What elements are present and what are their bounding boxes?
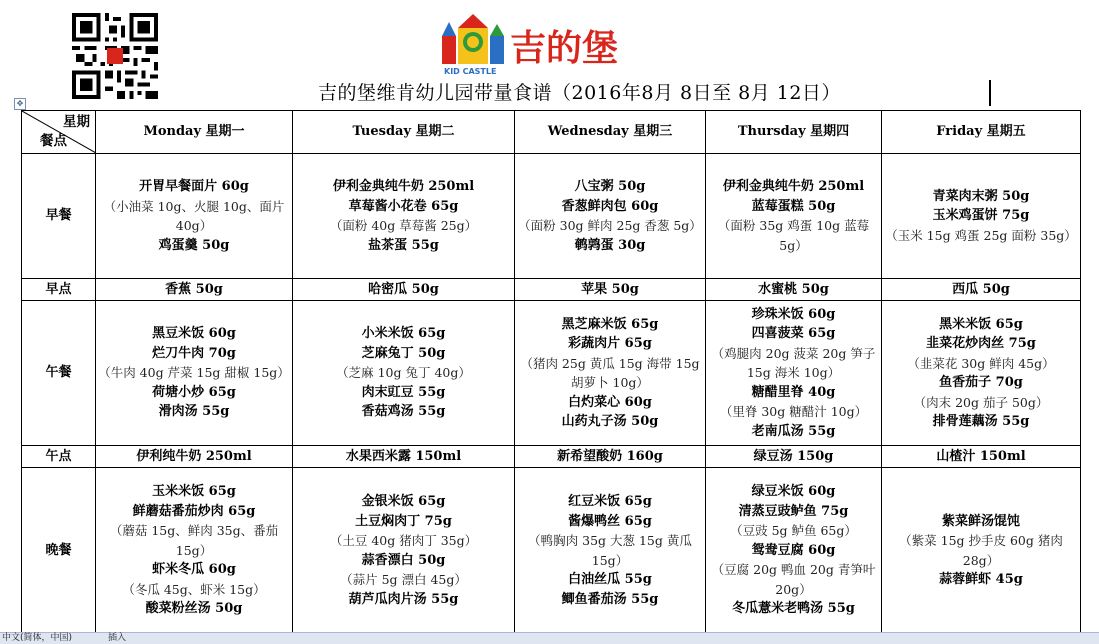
dish-item: 苹果 50g (581, 281, 639, 297)
menu-cell (882, 279, 1081, 301)
dish-item: 芝麻兔丁 50g (361, 345, 446, 361)
menu-cell (96, 446, 293, 468)
meal-row (22, 301, 1081, 446)
ingredient-note: （牛肉 40g 芹菜 15g 甜椒 15g） (98, 365, 290, 381)
dish-item: 哈密瓜 50g (368, 281, 439, 297)
ingredient-note: （芝麻 10g 兔丁 40g） (336, 365, 471, 381)
logo-sub-text: KID CASTLE (444, 67, 497, 76)
dish-item: 西瓜 50g (952, 281, 1010, 297)
dish-item: 珍珠米饭 60g (751, 306, 836, 322)
ingredient-note: （韭菜花 30g 鲜肉 45g） (907, 355, 1055, 371)
ingredient-note: （面粉 40g 草莓酱 25g） (329, 218, 478, 233)
dish-item: 黑芝麻米饭 65g (561, 316, 659, 332)
ingredient-note: （豆腐 20g 鸭血 20g 青笋叶 20g） (711, 562, 876, 597)
dish-item: 香葱鲜肉包 60g (561, 198, 659, 214)
day-header: Thursday 星期四 (706, 111, 882, 154)
dish-item: 酱爆鸭丝 65g (568, 513, 652, 529)
ingredient-note: （土豆 40g 猪肉丁 35g） (329, 533, 478, 548)
dish-item: 八宝粥 50g (574, 179, 646, 194)
meal-label: 晚餐 (22, 468, 96, 634)
menu-cell (706, 154, 882, 279)
menu-cell (515, 154, 706, 279)
header-row (22, 111, 1081, 154)
day-header: Friday 星期五 (882, 111, 1081, 154)
dish-item: 绿豆米饭 60g (751, 484, 836, 500)
corner-cell (22, 111, 96, 154)
meal-label: 午餐 (22, 301, 96, 446)
ingredient-note: （肉末 20g 茄子 50g） (913, 394, 1049, 410)
dish-item: 盐茶蛋 55g (368, 237, 439, 253)
meal-row (22, 446, 1081, 468)
dish-item: 白灼菜心 60g (568, 394, 652, 410)
dish-item: 玉米米饭 65g (152, 484, 236, 500)
dish-item: 鱼香茄子 70g (939, 375, 1023, 390)
dish-item: 鲫鱼番茄汤 55g (561, 591, 659, 607)
menu-cell (515, 279, 706, 301)
meal-row (22, 279, 1081, 301)
ingredient-note: （鸡腿肉 20g 菠菜 20g 笋子 15g 海米 10g） (711, 345, 876, 381)
dish-item: 水果西米露 150ml (345, 448, 462, 464)
ingredient-note: （蘑菇 15g、鲜肉 35g、番茄 15g） (109, 523, 279, 558)
menu-cell (96, 279, 293, 301)
dish-item: 葫芦瓜肉片汤 55g (348, 591, 459, 607)
dish-item: 鹌鹑蛋 30g (574, 237, 646, 253)
dish-item: 清蒸豆豉鲈鱼 75g (738, 503, 849, 519)
meal-row (22, 154, 1081, 279)
menu-cell (515, 301, 706, 446)
ingredient-note: （猪肉 25g 黄瓜 15g 海带 15g 胡萝卜 10g） (520, 355, 700, 390)
day-header: Monday 星期一 (96, 111, 293, 154)
dish-item: 蒜香漂白 50g (361, 552, 446, 568)
dish-item: 红豆米饭 65g (568, 494, 652, 509)
meal-label: 午点 (22, 446, 96, 468)
dish-item: 虾米冬瓜 60g (152, 562, 236, 578)
menu-cell (293, 468, 515, 634)
ingredient-note: （豆豉 5g 鲈鱼 65g） (730, 523, 857, 539)
dish-item: 香蕉 50g (165, 281, 223, 297)
status-language[interactable]: 中文(简体，中国) (2, 633, 73, 643)
day-header: Wednesday 星期三 (515, 111, 706, 154)
corner-bottom-label: 餐点 (40, 132, 67, 149)
ingredient-note: （紫菜 15g 抄手皮 60g 猪肉 28g） (899, 533, 1063, 568)
ingredient-note: （面粉 30g 鲜肉 25g 香葱 5g） (518, 218, 702, 233)
dish-item: 韭菜花炒肉丝 75g (926, 336, 1036, 351)
dish-item: 鸳鸯豆腐 60g (751, 542, 836, 558)
meal-label: 早餐 (22, 154, 96, 279)
status-insert-mode[interactable]: 插入 (108, 633, 127, 643)
menu-cell (515, 446, 706, 468)
dish-item: 蓝莓蛋糕 50g (751, 198, 836, 214)
dish-item: 绿豆汤 150g (753, 448, 834, 464)
ingredient-note: （鸭胸肉 35g 大葱 15g 黄瓜 15g） (528, 533, 692, 568)
dish-item: 冬瓜薏米老鸭汤 55g (732, 601, 855, 617)
dish-item: 白油丝瓜 55g (568, 572, 652, 587)
dish-item: 山楂汁 150ml (936, 448, 1026, 464)
dish-item: 鸡蛋羹 50g (158, 237, 230, 253)
dish-item: 伊利纯牛奶 250ml (136, 448, 252, 464)
menu-cell (706, 301, 882, 446)
menu-cell (882, 468, 1081, 634)
ingredient-note: （玉米 15g 鸡蛋 25g 面粉 35g） (885, 227, 1077, 243)
dish-item: 排骨莲藕汤 55g (932, 414, 1030, 429)
menu-cell (293, 301, 515, 446)
dish-item: 紫菜鲜汤馄饨 (941, 513, 1020, 529)
dish-item: 彩蔬肉片 65g (568, 336, 652, 351)
dish-item: 糖醋里脊 40g (751, 384, 836, 400)
dish-item: 荷塘小炒 65g (152, 384, 236, 400)
dish-item: 四喜菠菜 65g (751, 326, 836, 342)
meal-plan-table (21, 110, 1081, 634)
dish-item: 青菜肉末粥 50g (932, 188, 1030, 204)
menu-cell (293, 446, 515, 468)
meal-row (22, 468, 1081, 634)
ingredient-note: （蒜片 5g 漂白 45g） (340, 572, 467, 587)
dish-item: 黑米米饭 65g (939, 316, 1023, 332)
dish-item: 金银米饭 65g (361, 494, 446, 509)
ingredient-note: （里脊 30g 糖醋汁 10g） (719, 404, 868, 420)
ingredient-note: （冬瓜 45g、虾米 15g） (122, 581, 266, 597)
meal-label: 早点 (22, 279, 96, 301)
dish-item: 肉末豇豆 55g (361, 384, 446, 400)
ingredient-note: （小油菜 10g、火腿 10g、面片 40g） (103, 198, 285, 233)
dish-item: 土豆焖肉丁 75g (355, 513, 452, 529)
qr-code (72, 13, 158, 99)
dish-item: 黑豆米饭 60g (152, 326, 236, 342)
logo-text: 吉的堡 (510, 28, 619, 69)
dish-item: 鲜蘑菇番茄炒肉 65g (132, 503, 256, 519)
menu-cell (706, 446, 882, 468)
dish-item: 酸菜粉丝汤 50g (145, 601, 243, 617)
dish-item: 开胃早餐面片 60g (139, 179, 249, 194)
menu-cell (706, 279, 882, 301)
dish-item: 山药丸子汤 50g (561, 414, 659, 429)
dish-item: 水蜜桃 50g (758, 281, 829, 297)
menu-cell (293, 154, 515, 279)
dish-item: 烂刀牛肉 70g (152, 345, 236, 361)
menu-cell (882, 154, 1081, 279)
dish-item: 伊利金典纯牛奶 250ml (332, 179, 475, 194)
corner-top-label: 星期 (63, 114, 90, 130)
dish-item: 滑肉汤 55g (158, 404, 230, 420)
dish-item: 新希望酸奶 160g (557, 448, 663, 464)
dish-item: 玉米鸡蛋饼 75g (932, 208, 1030, 224)
menu-cell (96, 154, 293, 279)
dish-item: 蒜蓉鲜虾 45g (939, 572, 1023, 587)
text-cursor (989, 80, 991, 106)
status-bar (0, 632, 1099, 644)
kid-castle-logo (442, 14, 648, 76)
menu-cell (515, 468, 706, 634)
menu-cell (882, 446, 1081, 468)
page-title: 吉的堡维肯幼儿园带量食谱（2016年8月 8日至 8月 12日） (318, 82, 841, 104)
dish-item: 香菇鸡汤 55g (361, 404, 446, 420)
day-header: Tuesday 星期二 (293, 111, 515, 154)
dish-item: 小米米饭 65g (361, 326, 446, 342)
dish-item: 伊利金典纯牛奶 250ml (722, 179, 865, 194)
menu-cell (293, 279, 515, 301)
menu-cell (882, 301, 1081, 446)
menu-cell (96, 468, 293, 634)
ingredient-note: （面粉 35g 鸡蛋 10g 蓝莓 5g） (717, 218, 870, 253)
table-move-handle-icon[interactable]: ✥ (14, 98, 26, 110)
dish-item: 老南瓜汤 55g (751, 423, 836, 439)
menu-cell (96, 301, 293, 446)
menu-cell (706, 468, 882, 634)
dish-item: 草莓酱小花卷 65g (348, 198, 459, 214)
